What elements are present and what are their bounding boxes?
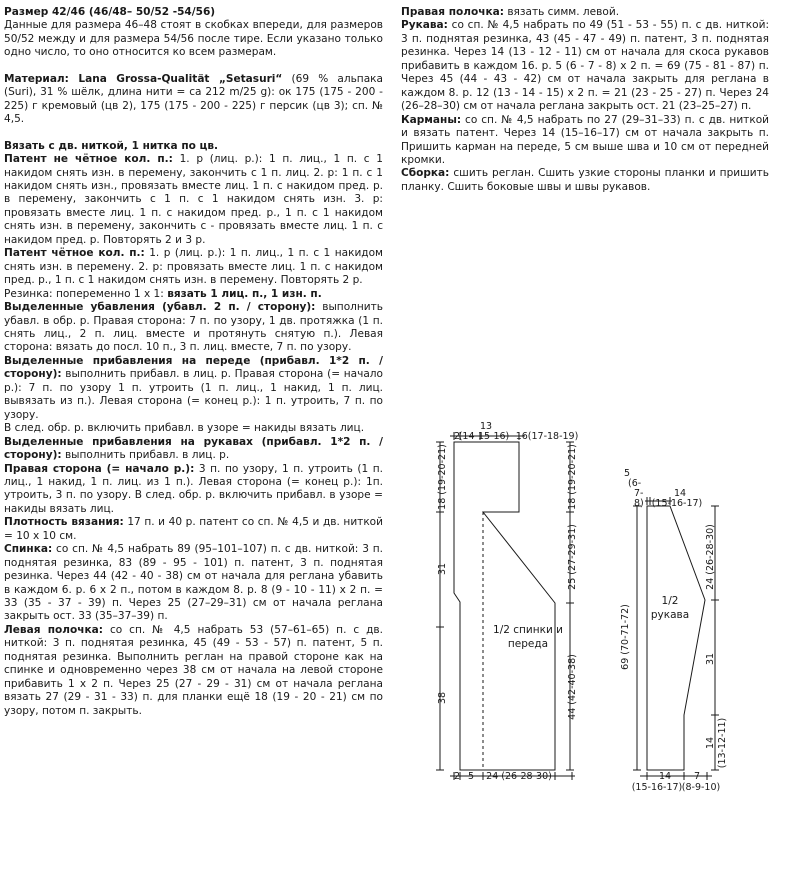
- sleeve-right-13: (13-12-11): [717, 717, 728, 769]
- body-outline: [454, 442, 555, 770]
- pockets-paragraph: Карманы: со сп. № 4,5 набрать по 27 (29–31–33) п. с дв. ниткой и вязать патент. Через 14 (15–16–17) см от начала закрыть п. Пришить карман на переде, 5 см выше шва и 10 см от передней кромки.: [401, 113, 769, 166]
- body-bottom-2: 2: [453, 771, 461, 782]
- sleeve-top-5a: 5: [624, 468, 631, 479]
- patent-odd-paragraph: Патент не чётное кол. п.: 1. р (лиц. р.): 1 п. лиц., 1 п. с 1 накидом снять изн. в перемену, закончить с 1 п. лиц. 2. р: 1 п. с 1 накидом снять изн., провязать вместе лиц. 1 п. с накидом пред. р. в перемену, закончить с 1 п. с 1 накидом снять изн. 3. р: провязать вместе лиц. 1 п. с накидом пред. р., 1 п. с 1 накидом снять изн. в перемену, закончить с - провязать вместе лиц. 1 п. с накидом пред. р. Повторять 2 и 3 р.: [4, 153, 383, 246]
- sleeve-bottom-7: 7: [693, 771, 701, 782]
- rib-paragraph: Резинка: попеременно 1 x 1: вязать 1 лиц. п., 1 изн. п.: [4, 287, 322, 300]
- sleeve-top-15: (15-16-17): [651, 498, 703, 509]
- sleeve-outline: [647, 506, 705, 770]
- gauge-paragraph: Плотность вязания: 17 п. и 40 р. патент со сп. № 4,5 и дв. ниткой = 10 x 10 см.: [4, 516, 383, 542]
- body-left-38: 38: [437, 691, 448, 705]
- sleeve-left-69: 69 (70-71-72): [620, 604, 631, 670]
- sleeve-bottom-8: (8-9-10): [681, 782, 721, 793]
- material-label: Материал: Lana Grossa-Qualität „Setasuri“: [4, 72, 283, 85]
- inc-sleeve-paragraph: Выделенные прибавления на рукавах (прибавл. 1*2 п. / сторону): выполнить прибавл. в лиц. р.: [4, 435, 383, 462]
- right-side-paragraph: Правая сторона (= начало р.): 3 п. по узору, 1 п. утроить (1 п. лиц., 1 накид, 1 п. лиц. из 1 п.). Левая сторона (= конец р.): 1п. утроить, 3 п. по узору. В след. обр. р. включить прибавл. в узоре = накиды вязать лиц.: [4, 462, 383, 515]
- decrease-paragraph: Выделенные убавления (убавл. 2 п. / сторону): выполнить убавл. в обр. р. Правая сторона: 7 п. по узору, 1 дв. протяжка (1 п. снять лиц., 2 п. лиц. вместе и протянуть снятую п.). Левая сторона: вязать до посл. 10 п., 3 п. лиц. вместе, 7 п. по узору.: [4, 301, 383, 354]
- sleeve-top-5c: 7-: [634, 488, 644, 499]
- material-text: (69 % альпака (Suri), 31 % шёлк, длина нити = ca 212 m/25 g): ок 175 (175 - 200 - 225) г кремовый (цв 2), 175 (175 - 200 - 225) г персик (цв 3); сп. № 4,5.: [4, 72, 383, 126]
- sleeve-right-24: 24 (26-28-30): [705, 524, 716, 590]
- body-title-line2: переда: [507, 638, 549, 650]
- body-left-18: 18 (19-20-21): [437, 444, 448, 510]
- body-right-44: 44 (42-40-38): [567, 654, 578, 720]
- body-top-2: 2: [453, 431, 461, 442]
- knit-note: Вязать с дв. ниткой, 1 нитка по цв.: [4, 139, 219, 152]
- sleeve-title-line2: рукава: [650, 609, 690, 621]
- sleeve-right-14: 14: [705, 736, 716, 750]
- size-heading: Размер 42/46 (46/48– 50/52 -54/56): [4, 6, 216, 18]
- sleeve-title-line1: 1/2: [661, 595, 679, 607]
- body-top-16: 16(17-18-19): [515, 431, 579, 442]
- body-title-line1: 1/2 спинки и: [493, 624, 563, 636]
- sleeve-top-5b: (6-: [628, 478, 642, 489]
- size-text: Данные для размера 46–48 стоят в скобках впереди, для размеров 50/52 между и для размера 54/56 после тире. Если указано только одно число, то оно относится ко всем размерам.: [4, 19, 383, 59]
- sleeve-top-14: 14: [673, 488, 687, 499]
- body-top-13: 13: [479, 421, 493, 432]
- back-paragraph: Спинка: со сп. № 4,5 набрать 89 (95–101–107) п. с дв. ниткой: 3 п. поднятая резинка, 83 (89 - 95 - 101) п. патент, 3 п. поднятая резинка. Через 44 (42 - 40 - 38) см от начала для реглана убавить в каждом 6. р. 6 x 2 п., потом в каждом 8. р. 8 (9 - 10 - 11) x 2 п. = 33 (35 - 37 - 39) п. Через 25 (27–29–31) см от начала реглана закрыть ост. 33 (35–37–39) п.: [4, 543, 383, 623]
- body-top-14: (14-15-16): [458, 431, 510, 442]
- body-bottom-24: 24 (26-28-30): [486, 771, 552, 782]
- body-left-31: 31: [437, 562, 448, 576]
- body-right-25: 25 (27-29-31): [567, 524, 578, 590]
- sleeve-bottom-14: 14: [658, 771, 672, 782]
- sleeve-right-31: 31: [705, 652, 716, 666]
- sleeve-bottom-15: (15-16-17): [631, 782, 683, 793]
- body-bottom-5: 5: [467, 771, 475, 782]
- right-front-paragraph: Правая полочка: вязать симм. левой.: [401, 6, 620, 18]
- inc-front-extra: В след. обр. р. включить прибавл. в узоре = накиды вязать лиц.: [4, 422, 365, 435]
- left-front-paragraph: Левая полочка: со сп. № 4,5 набрать 53 (57–61–65) п. с дв. ниткой: 3 п. поднятая резинка, 45 (49 - 53 - 57) п. патент, 5 п. поднятая резинка. Выполнить реглан на правой стороне как на спинке и одновременно через 38 см от начала на левой стороне прибавить 1 x 2 п. Через 25 (27 - 29 - 31) см от начала реглана вязать 27 (29 - 31 - 33) п. для планки ещё 18 (19 - 20 - 21) см по узору, потом п. закрыть.: [4, 623, 384, 717]
- assembly-paragraph: Сборка: сшить реглан. Сшить узкие стороны планки и пришить планку. Сшить боковые швы и швы рукавов.: [401, 167, 769, 193]
- patent-even-paragraph: Патент чётное кол. п.: 1. р (лиц. р.): 1 п. лиц., 1 п. с 1 накидом снять изн. в перемену. 2. р: провязать вместе лиц. 1 п. с накидом пред. р., 1 п. с 1 накидом снять изн. в перемену. Повторять 2 р.: [4, 247, 383, 287]
- sleeves-paragraph: Рукава: со сп. № 4,5 набрать по 49 (51 - 53 - 55) п. с дв. ниткой: 3 п. поднятая резинка, 43 (45 - 47 - 49) п. патент, 3 п. поднятая резинка. Через 14 (13 - 12 - 11) см от начала для скоса рукавов прибавить в каждом 16. р. 5 (6 - 7 - 8) x 2 п. = 69 (75 - 81 - 87) п. Через 45 (44 - 43 - 42) см от начала закрыть для реглана в каждом 8. р. 12 (13 - 14 - 15) x 2 п. = 21 (23 - 25 - 27) п. Через 24 (26–28–30) см от начала реглана закрыть ост. 21 (23–25–27) п.: [401, 19, 769, 113]
- sleeve-top-5d: 8): [634, 498, 644, 509]
- inc-front-paragraph: Выделенные прибавления на переде (прибавл. 1*2 п. / сторону): выполнить прибавл. в лиц. р. Правая сторона (= начало р.): 7 п. по узору 1 п. утроить (1 п. лиц., 1 накид, 1 п. лиц. вывязать из п.). Левая сторона (= конец р.): 1 п. утроить, 7 п. по узору.: [4, 354, 383, 421]
- body-right-18: 18 (19-20-21): [567, 444, 578, 510]
